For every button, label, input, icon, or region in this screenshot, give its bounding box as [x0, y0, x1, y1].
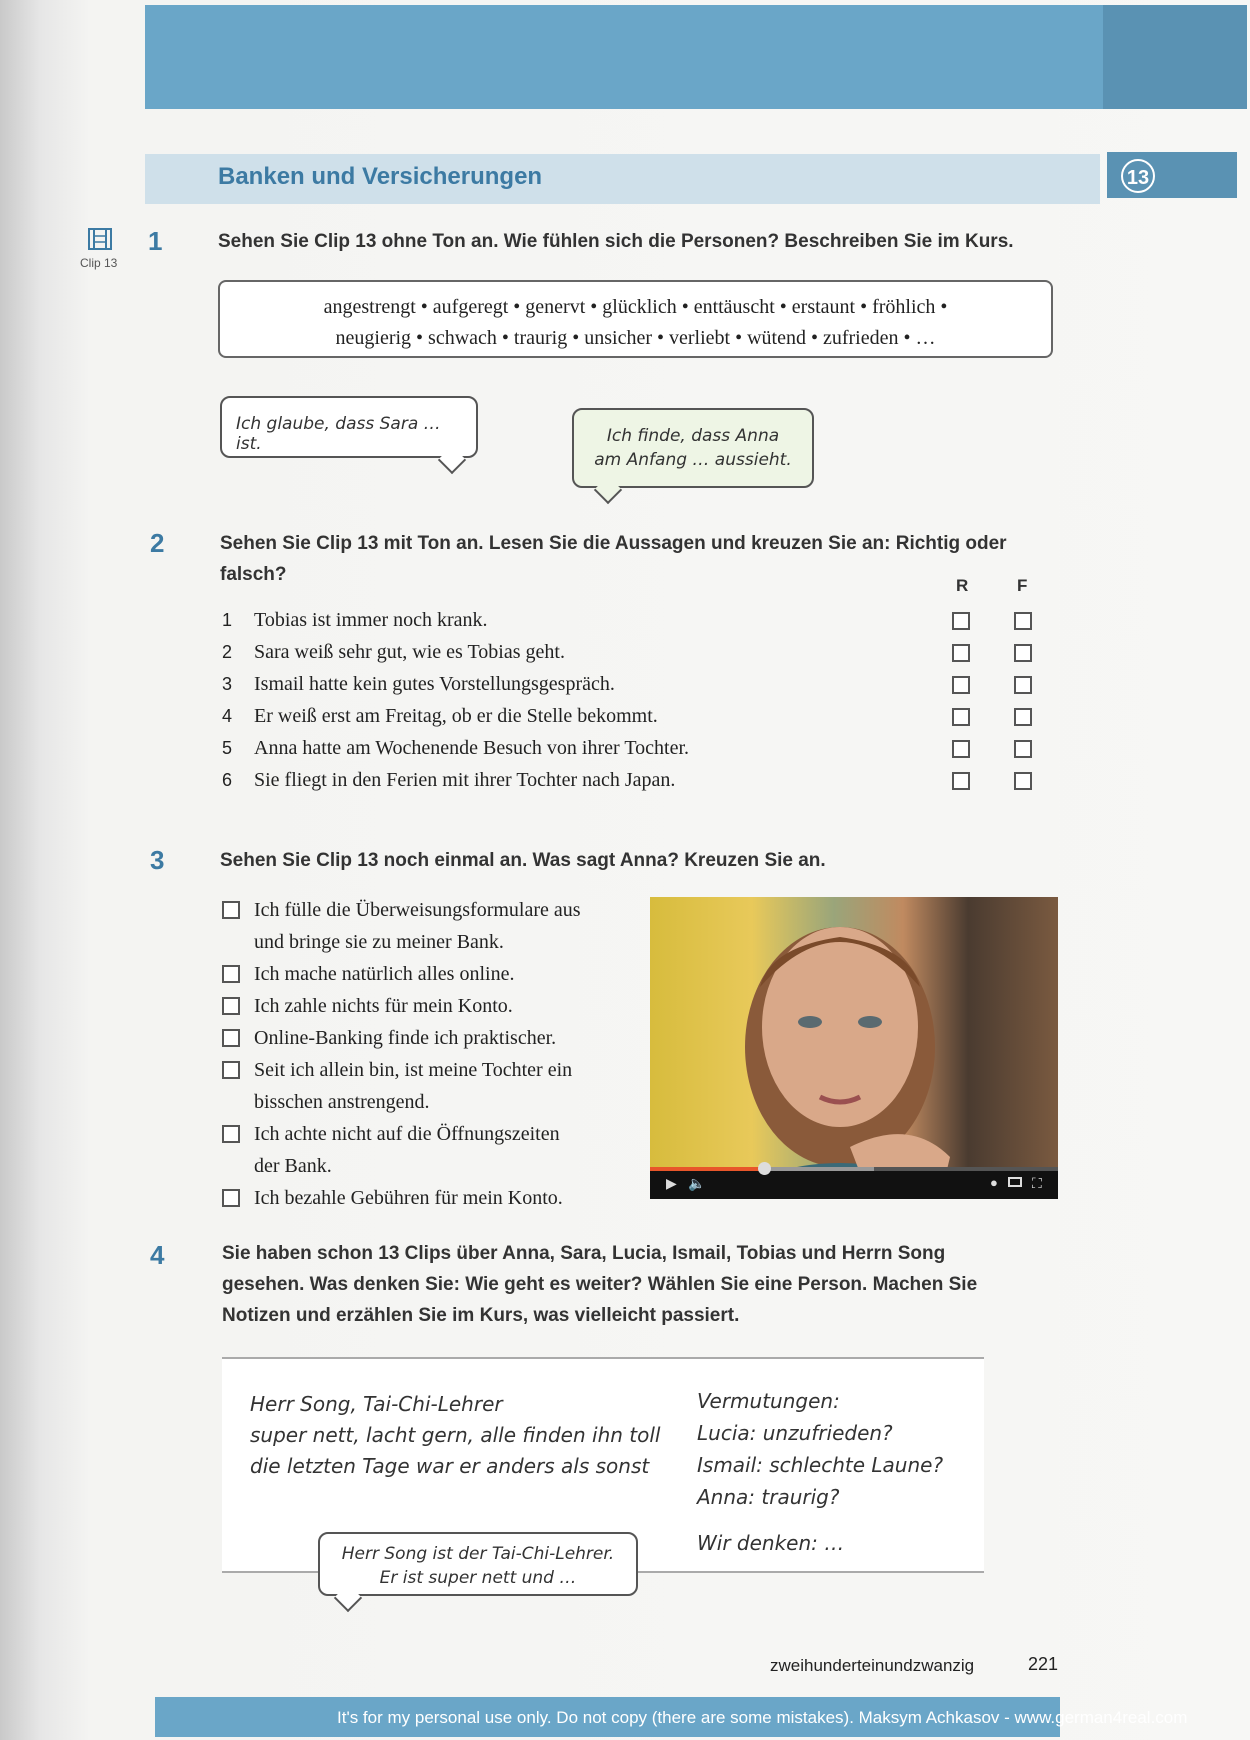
- exercise-4-instruction-line-2: gesehen. Was denken Sie: Wie geht es weiter? Wählen Sie eine Person. Machen Sie: [222, 1274, 978, 1295]
- checkbox-r-5[interactable]: [952, 740, 970, 758]
- exercise-4-number: 4: [150, 1240, 165, 1270]
- statement-number: 4: [222, 706, 233, 726]
- exercise-2-instruction-line-1: Sehen Sie Clip 13 mit Ton an. Lesen Sie die Aussagen und kreuzen Sie an: Richtig oder: [220, 533, 1007, 554]
- statement-row: [222, 737, 689, 760]
- note-line: Herr Song, Tai-Chi-Lehrer: [250, 1392, 503, 1416]
- bubble-2-line-2: am Anfang … aussieht.: [594, 450, 792, 470]
- bubble-1-text: Ich glaube, dass Sara … ist.: [236, 414, 441, 454]
- checkbox-f-4[interactable]: [1014, 708, 1032, 726]
- option-list: [222, 894, 642, 1214]
- statement-number: 6: [222, 770, 233, 790]
- option-item[interactable]: [222, 894, 642, 958]
- option-checkbox[interactable]: [222, 1061, 240, 1079]
- clip-label: Clip 13: [80, 256, 118, 270]
- option-text: Ich fülle die Überweisungsformulare aus: [254, 899, 581, 921]
- statement-text: Anna hatte am Wochenende Besuch von ihrer Tochter.: [254, 737, 689, 759]
- statement-row: [222, 705, 658, 728]
- note-line: Anna: traurig?: [697, 1485, 840, 1509]
- note-line: Ismail: schlechte Laune?: [697, 1453, 944, 1477]
- section-title: Banken und Versicherungen: [218, 163, 543, 190]
- option-item[interactable]: [222, 1182, 642, 1214]
- exercise-4-instruction-line-1: Sie haben schon 13 Clips über Anna, Sara, Lucia, Ismail, Tobias und Herrn Song: [222, 1243, 946, 1264]
- option-checkbox[interactable]: [222, 1189, 240, 1207]
- option-text: Ich mache natürlich alles online.: [254, 963, 515, 985]
- option-text: Ich bezahle Gebühren für mein Konto.: [254, 1187, 563, 1209]
- note-line: Wir denken: …: [697, 1531, 845, 1555]
- chapter-number: 13: [1121, 159, 1155, 193]
- exercise-4-instruction-line-3: Notizen und erzählen Sie im Kurs, was vielleicht passiert.: [222, 1305, 740, 1326]
- exercise-1-number: 1: [148, 226, 163, 256]
- option-checkbox[interactable]: [222, 901, 240, 919]
- word-line-1: angestrengt • aufgeregt • genervt • glücklich • enttäuscht • erstaunt • fröhlich •: [323, 296, 948, 318]
- bubble-2-line-1: Ich finde, dass Anna: [606, 426, 780, 446]
- video-player[interactable]: [650, 897, 1058, 1199]
- exercise-2-instruction: [220, 528, 1080, 590]
- note-line: Vermutungen:: [697, 1389, 840, 1413]
- statement-row: [222, 769, 675, 792]
- note-line: super nett, lacht gern, alle finden ihn toll: [250, 1423, 661, 1447]
- notes-right-column: [697, 1385, 943, 1559]
- checkbox-f-5[interactable]: [1014, 740, 1032, 758]
- speech-bubble-1: [220, 396, 478, 458]
- column-header-f: F: [1017, 576, 1028, 595]
- checkbox-f-1[interactable]: [1014, 612, 1032, 630]
- page-number-word: zweihunderteinundzwanzig: [770, 1656, 975, 1675]
- option-checkbox[interactable]: [222, 1125, 240, 1143]
- option-text: Ich zahle nichts für mein Konto.: [254, 995, 513, 1017]
- bubble-3-line-2: Er ist super nett und …: [379, 1568, 577, 1588]
- option-item[interactable]: [222, 990, 642, 1022]
- theater-mode-icon[interactable]: [1008, 1177, 1022, 1187]
- option-item[interactable]: [222, 958, 642, 990]
- statement-number: 5: [222, 738, 233, 758]
- statement-row: [222, 673, 615, 696]
- notes-left-column: [250, 1389, 660, 1482]
- exercise-2-number: 2: [150, 528, 165, 558]
- statement-text: Er weiß erst am Freitag, ob er die Stelle bekommt.: [254, 705, 658, 727]
- option-checkbox[interactable]: [222, 997, 240, 1015]
- statement-number: 3: [222, 674, 233, 694]
- checkbox-f-6[interactable]: [1014, 772, 1032, 790]
- exercise-2-instruction-line-2: falsch?: [220, 564, 287, 585]
- exercise-4-instruction: [222, 1238, 1072, 1331]
- option-item[interactable]: [222, 1118, 642, 1182]
- video-progress-track[interactable]: [650, 1167, 1058, 1171]
- word-box: [218, 280, 1053, 358]
- bubble-2-tail: [594, 476, 622, 504]
- option-text: und bringe sie zu meiner Bank.: [254, 931, 504, 953]
- film-icon: [88, 228, 112, 250]
- column-header-r: R: [956, 576, 969, 595]
- video-progress-fill: [650, 1167, 764, 1171]
- exercise-1-instruction: Sehen Sie Clip 13 ohne Ton an. Wie fühlen sich die Personen? Beschreiben Sie im Kurs.: [218, 231, 1014, 252]
- play-icon[interactable]: ▶: [666, 1175, 677, 1191]
- option-item[interactable]: [222, 1054, 642, 1118]
- note-line: Lucia: unzufrieden?: [697, 1421, 893, 1445]
- video-scrubber-handle[interactable]: [758, 1162, 771, 1175]
- checkbox-r-2[interactable]: [952, 644, 970, 662]
- checkbox-r-1[interactable]: [952, 612, 970, 630]
- statement-row: [222, 609, 488, 632]
- speech-bubble-3: [318, 1532, 638, 1596]
- statement-text: Sara weiß sehr gut, wie es Tobias geht.: [254, 641, 565, 663]
- statement-text: Ismail hatte kein gutes Vorstellungsgespräch.: [254, 673, 615, 695]
- statement-number: 2: [222, 642, 233, 662]
- speech-bubble-2: [572, 408, 814, 488]
- statement-text: Tobias ist immer noch krank.: [254, 609, 488, 631]
- page-number: 221: [1028, 1654, 1059, 1674]
- volume-icon[interactable]: 🔈: [688, 1175, 706, 1191]
- checkbox-f-3[interactable]: [1014, 676, 1032, 694]
- option-item[interactable]: [222, 1022, 642, 1054]
- fullscreen-icon[interactable]: ⛶: [1032, 1175, 1042, 1191]
- checkbox-r-6[interactable]: [952, 772, 970, 790]
- option-text: der Bank.: [254, 1155, 332, 1177]
- checkbox-r-3[interactable]: [952, 676, 970, 694]
- watermark-text: It's for my personal use only. Do not copy (there are some mistakes). Maksym Achkasov - www.german4real.com: [337, 1708, 1188, 1727]
- top-banner-corner: [1103, 5, 1247, 109]
- bubble-1-tail: [438, 446, 466, 474]
- settings-icon[interactable]: ●: [990, 1175, 998, 1190]
- statement-number: 1: [222, 610, 233, 630]
- exercise-3-instruction: Sehen Sie Clip 13 noch einmal an. Was sagt Anna? Kreuzen Sie an.: [220, 850, 826, 871]
- statement-text: Sie fliegt in den Ferien mit ihrer Tochter nach Japan.: [254, 769, 676, 791]
- option-checkbox[interactable]: [222, 965, 240, 983]
- word-line-2: neugierig • schwach • traurig • unsicher • verliebt • wütend • zufrieden • …: [335, 327, 936, 349]
- video-frame: [650, 897, 1058, 1199]
- option-text: Ich achte nicht auf die Öffnungszeiten: [254, 1123, 560, 1145]
- statement-row: [222, 641, 565, 664]
- option-text: bisschen anstrengend.: [254, 1091, 430, 1113]
- exercise-3-number: 3: [150, 845, 165, 875]
- top-banner: [145, 5, 1247, 109]
- option-checkbox[interactable]: [222, 1029, 240, 1047]
- note-line: die letzten Tage war er anders als sonst: [250, 1454, 650, 1478]
- bubble-3-line-1: Herr Song ist der Tai-Chi-Lehrer.: [341, 1544, 615, 1564]
- checkbox-f-2[interactable]: [1014, 644, 1032, 662]
- option-text: Seit ich allein bin, ist meine Tochter ein: [254, 1059, 573, 1081]
- checkbox-r-4[interactable]: [952, 708, 970, 726]
- option-text: Online-Banking finde ich praktischer.: [254, 1027, 557, 1049]
- video-controls: [650, 1167, 1058, 1199]
